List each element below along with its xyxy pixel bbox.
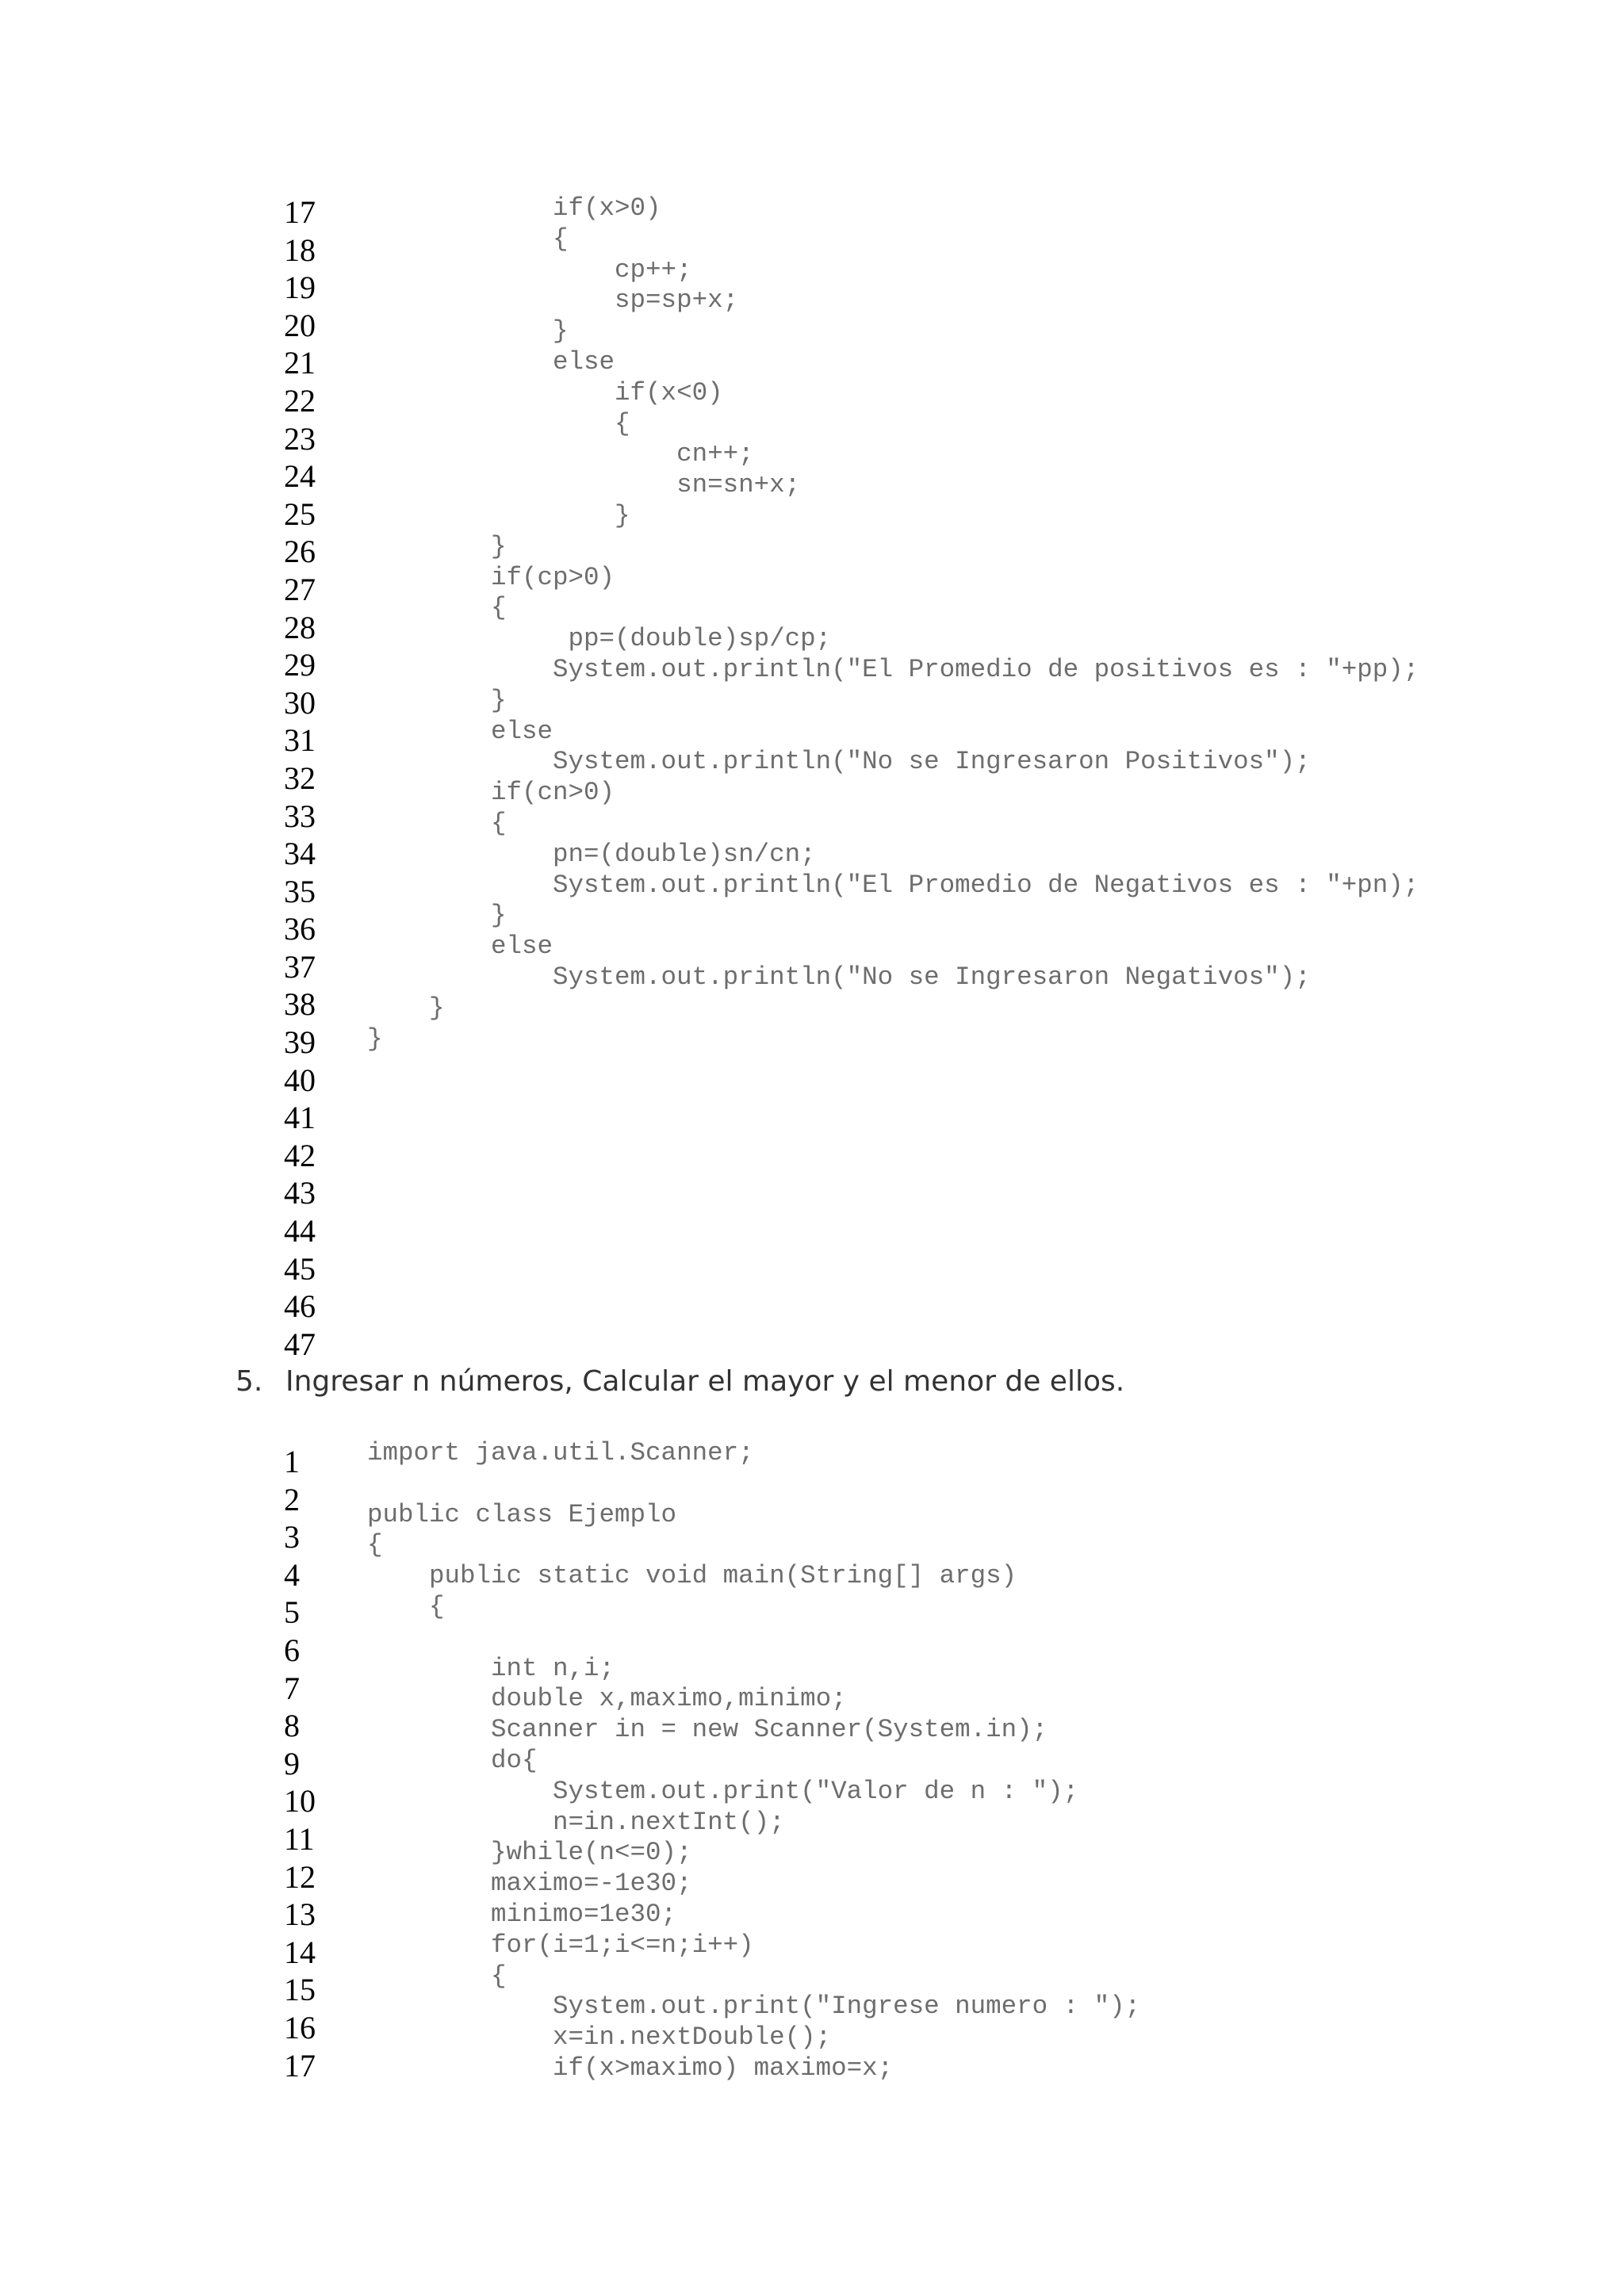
code-line: sp=sp+x; xyxy=(367,285,739,316)
line-number: 44 xyxy=(284,1213,316,1249)
code-line: pp=(double)sp/cp; xyxy=(367,624,832,654)
line-number: 6 xyxy=(284,1632,300,1668)
code-line: if(x<0) xyxy=(367,377,723,408)
line-number: 3 xyxy=(284,1519,300,1556)
line-number: 16 xyxy=(284,2009,316,2045)
line-number: 39 xyxy=(284,1024,316,1061)
line-number: 30 xyxy=(284,684,316,721)
code-listing xyxy=(367,1438,1604,2084)
code-line: else xyxy=(367,716,553,746)
code-line: x=in.nextDouble(); xyxy=(367,2022,832,2053)
code-line: sn=sn+x; xyxy=(367,470,801,500)
code-line: System.out.print("Valor de n : "); xyxy=(367,1776,1079,1806)
line-number: 15 xyxy=(284,1972,316,2008)
line-number: 17 xyxy=(284,194,316,230)
line-number: 46 xyxy=(284,1288,316,1325)
code-line: do{ xyxy=(367,1745,538,1775)
code-line: public static void main(String[] args) xyxy=(367,1561,1017,1591)
code-line: } xyxy=(367,685,507,715)
line-number: 31 xyxy=(284,722,316,759)
line-number: 1 xyxy=(284,1444,300,1479)
code-line: System.out.println("El Promedio de positivos es : "+pp); xyxy=(367,654,1419,684)
code-line: System.out.print("Ingrese numero : "); xyxy=(367,1992,1141,2022)
code-line: for(i=1;i<=n;i++) xyxy=(367,1930,754,1960)
line-number: 19 xyxy=(284,270,316,306)
line-number: 40 xyxy=(284,1062,316,1098)
code-line xyxy=(367,1469,1604,1500)
code-line: } xyxy=(367,531,507,561)
line-number: 23 xyxy=(284,420,316,457)
line-number: 5 xyxy=(284,1594,300,1631)
exercise-heading xyxy=(236,1365,1124,1398)
line-number: 24 xyxy=(284,458,316,495)
code-line: { xyxy=(367,224,569,254)
code-line: } xyxy=(367,1024,383,1054)
code-line: if(x>0) xyxy=(367,193,661,223)
line-number: 14 xyxy=(284,1934,316,1970)
line-number: 45 xyxy=(284,1250,316,1287)
code-line: double x,maximo,minimo; xyxy=(367,1684,847,1714)
code-line: if(cn>0) xyxy=(367,778,615,808)
code-line: } xyxy=(367,901,507,931)
code-line: }while(n<=0); xyxy=(367,1838,692,1868)
line-number: 26 xyxy=(284,534,316,570)
code-line xyxy=(367,1623,1604,1654)
exercise-number: 5. xyxy=(236,1365,263,1398)
line-number: 11 xyxy=(284,1820,315,1857)
line-number: 25 xyxy=(284,496,316,532)
code-line: } xyxy=(367,316,569,346)
line-number: 4 xyxy=(284,1556,300,1593)
line-number: 17 xyxy=(284,2047,316,2084)
code-line: cn++; xyxy=(367,439,754,469)
line-number: 43 xyxy=(284,1175,316,1211)
line-number: 2 xyxy=(284,1481,300,1517)
line-number: 34 xyxy=(284,836,316,872)
code-line: public class Ejemplo xyxy=(367,1499,677,1529)
code-listing xyxy=(367,193,1604,1054)
line-number: 10 xyxy=(284,1783,316,1820)
code-line: else xyxy=(367,346,615,377)
code-line: if(x>maximo) maximo=x; xyxy=(367,2053,894,2083)
code-line: { xyxy=(367,1530,383,1560)
code-line: if(cp>0) xyxy=(367,562,615,592)
line-number: 7 xyxy=(284,1670,300,1706)
line-number: 36 xyxy=(284,911,316,947)
code-line: } xyxy=(367,993,445,1023)
line-number: 13 xyxy=(284,1896,316,1933)
line-number: 32 xyxy=(284,760,316,796)
line-number: 9 xyxy=(284,1745,300,1781)
code-line: else xyxy=(367,932,553,962)
line-number: 35 xyxy=(284,873,316,909)
line-number: 28 xyxy=(284,609,316,645)
code-line: cp++; xyxy=(367,254,692,285)
code-line: System.out.println("El Promedio de Negativos es : "+pn); xyxy=(367,870,1419,900)
code-line: Scanner in = new Scanner(System.in); xyxy=(367,1715,1048,1745)
line-number: 22 xyxy=(284,382,316,419)
line-number: 12 xyxy=(284,1858,316,1895)
code-line: System.out.println("No se Ingresaron Positivos"); xyxy=(367,747,1311,777)
line-number: 27 xyxy=(284,571,316,607)
code-line: n=in.nextInt(); xyxy=(367,1807,785,1837)
code-line: { xyxy=(367,1591,445,1621)
line-number: 38 xyxy=(284,986,316,1023)
line-number: 41 xyxy=(284,1100,316,1136)
code-line: int n,i; xyxy=(367,1653,615,1683)
line-number-column xyxy=(284,193,355,1363)
code-line: { xyxy=(367,593,507,623)
line-number: 20 xyxy=(284,307,316,343)
line-number: 29 xyxy=(284,647,316,683)
code-line: System.out.println("No se Ingresaron Negativos"); xyxy=(367,962,1311,992)
exercise-text: Ingresar n números, Calcular el mayor y el menor de ellos. xyxy=(285,1365,1125,1398)
line-number: 42 xyxy=(284,1137,316,1173)
code-line: { xyxy=(367,408,630,438)
code-line: { xyxy=(367,1961,507,1991)
code-line: maximo=-1e30; xyxy=(367,1869,692,1899)
line-number-column xyxy=(284,1443,355,2084)
code-line: } xyxy=(367,500,630,530)
line-number: 8 xyxy=(284,1708,300,1744)
code-line: pn=(double)sn/cn; xyxy=(367,839,816,869)
line-number: 18 xyxy=(284,232,316,268)
line-number: 37 xyxy=(284,948,316,985)
line-number: 33 xyxy=(284,798,316,834)
code-line: minimo=1e30; xyxy=(367,1899,677,1929)
code-line: import java.util.Scanner; xyxy=(367,1438,754,1468)
code-line: { xyxy=(367,808,507,838)
line-number: 47 xyxy=(284,1326,316,1362)
line-number: 21 xyxy=(284,345,316,381)
